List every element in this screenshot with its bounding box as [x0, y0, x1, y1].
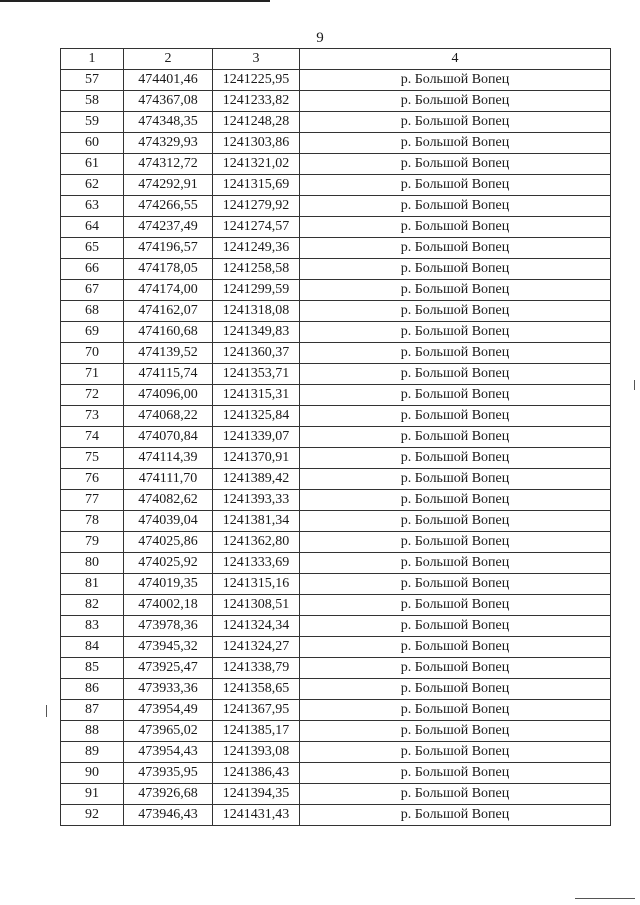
cell-point-number: 69	[61, 322, 124, 343]
cell-description: р. Большой Вопец	[300, 595, 611, 616]
cell-x-coordinate: 474237,49	[124, 217, 213, 238]
cell-point-number: 72	[61, 385, 124, 406]
cell-x-coordinate: 473954,49	[124, 700, 213, 721]
cell-description: р. Большой Вопец	[300, 259, 611, 280]
cell-description: р. Большой Вопец	[300, 406, 611, 427]
page-number: 9	[316, 30, 324, 46]
cell-point-number: 78	[61, 511, 124, 532]
cell-x-coordinate: 474329,93	[124, 133, 213, 154]
cell-description: р. Большой Вопец	[300, 679, 611, 700]
cell-x-coordinate: 474196,57	[124, 238, 213, 259]
table-row	[61, 175, 611, 196]
table-row	[61, 595, 611, 616]
cell-y-coordinate: 1241333,69	[213, 553, 300, 574]
cell-description: р. Большой Вопец	[300, 637, 611, 658]
cell-point-number: 79	[61, 532, 124, 553]
table-row	[61, 469, 611, 490]
table-body	[61, 70, 611, 826]
cell-x-coordinate: 474115,74	[124, 364, 213, 385]
cell-description: р. Большой Вопец	[300, 490, 611, 511]
cell-description: р. Большой Вопец	[300, 322, 611, 343]
cell-description: р. Большой Вопец	[300, 217, 611, 238]
cell-description: р. Большой Вопец	[300, 196, 611, 217]
cell-y-coordinate: 1241274,57	[213, 217, 300, 238]
cell-point-number: 89	[61, 742, 124, 763]
scan-edge-line	[575, 898, 635, 899]
table-row	[61, 196, 611, 217]
cell-point-number: 63	[61, 196, 124, 217]
table-row	[61, 406, 611, 427]
cell-x-coordinate: 474070,84	[124, 427, 213, 448]
table-row	[61, 742, 611, 763]
table-row	[61, 700, 611, 721]
cell-x-coordinate: 474312,72	[124, 154, 213, 175]
cell-point-number: 85	[61, 658, 124, 679]
cell-point-number: 83	[61, 616, 124, 637]
cell-point-number: 61	[61, 154, 124, 175]
cell-x-coordinate: 474401,46	[124, 70, 213, 91]
header-cell-description: 4	[300, 49, 611, 70]
cell-y-coordinate: 1241349,83	[213, 322, 300, 343]
cell-y-coordinate: 1241367,95	[213, 700, 300, 721]
cell-y-coordinate: 1241362,80	[213, 532, 300, 553]
cell-description: р. Большой Вопец	[300, 511, 611, 532]
cell-point-number: 76	[61, 469, 124, 490]
cell-x-coordinate: 474039,04	[124, 511, 213, 532]
cell-x-coordinate: 474367,08	[124, 91, 213, 112]
table-row	[61, 385, 611, 406]
cell-y-coordinate: 1241386,43	[213, 763, 300, 784]
coordinates-table	[60, 48, 611, 826]
scan-edge-line	[0, 0, 270, 2]
cell-x-coordinate: 474292,91	[124, 175, 213, 196]
cell-y-coordinate: 1241394,35	[213, 784, 300, 805]
cell-x-coordinate: 474111,70	[124, 469, 213, 490]
cell-point-number: 86	[61, 679, 124, 700]
cell-point-number: 60	[61, 133, 124, 154]
cell-y-coordinate: 1241315,31	[213, 385, 300, 406]
cell-description: р. Большой Вопец	[300, 469, 611, 490]
cell-x-coordinate: 473945,32	[124, 637, 213, 658]
cell-y-coordinate: 1241325,84	[213, 406, 300, 427]
table-row	[61, 679, 611, 700]
cell-y-coordinate: 1241358,65	[213, 679, 300, 700]
cell-point-number: 68	[61, 301, 124, 322]
cell-x-coordinate: 474082,62	[124, 490, 213, 511]
cell-description: р. Большой Вопец	[300, 175, 611, 196]
table-row	[61, 133, 611, 154]
cell-x-coordinate: 474348,35	[124, 112, 213, 133]
cell-y-coordinate: 1241249,36	[213, 238, 300, 259]
cell-y-coordinate: 1241393,08	[213, 742, 300, 763]
table-row	[61, 553, 611, 574]
cell-y-coordinate: 1241308,51	[213, 595, 300, 616]
table-row	[61, 91, 611, 112]
table-row	[61, 238, 611, 259]
cell-y-coordinate: 1241315,69	[213, 175, 300, 196]
header-row	[61, 49, 611, 70]
cell-x-coordinate: 474160,68	[124, 322, 213, 343]
cell-point-number: 92	[61, 805, 124, 826]
cell-point-number: 64	[61, 217, 124, 238]
table-row	[61, 343, 611, 364]
cell-point-number: 74	[61, 427, 124, 448]
cell-point-number: 81	[61, 574, 124, 595]
table-row	[61, 301, 611, 322]
cell-x-coordinate: 473978,36	[124, 616, 213, 637]
cell-description: р. Большой Вопец	[300, 721, 611, 742]
cell-x-coordinate: 473933,36	[124, 679, 213, 700]
cell-x-coordinate: 474139,52	[124, 343, 213, 364]
cell-point-number: 77	[61, 490, 124, 511]
cell-description: р. Большой Вопец	[300, 301, 611, 322]
table-row	[61, 364, 611, 385]
cell-y-coordinate: 1241258,58	[213, 259, 300, 280]
table-row	[61, 70, 611, 91]
cell-y-coordinate: 1241360,37	[213, 343, 300, 364]
header-cell-y: 3	[213, 49, 300, 70]
cell-description: р. Большой Вопец	[300, 133, 611, 154]
cell-y-coordinate: 1241389,42	[213, 469, 300, 490]
cell-description: р. Большой Вопец	[300, 364, 611, 385]
cell-point-number: 73	[61, 406, 124, 427]
table-row	[61, 154, 611, 175]
cell-description: р. Большой Вопец	[300, 553, 611, 574]
cell-x-coordinate: 473954,43	[124, 742, 213, 763]
table-row	[61, 259, 611, 280]
cell-x-coordinate: 474025,92	[124, 553, 213, 574]
cell-y-coordinate: 1241393,33	[213, 490, 300, 511]
cell-x-coordinate: 473925,47	[124, 658, 213, 679]
margin-mark	[46, 705, 47, 717]
table-row	[61, 805, 611, 826]
table-row	[61, 784, 611, 805]
cell-y-coordinate: 1241385,17	[213, 721, 300, 742]
cell-description: р. Большой Вопец	[300, 532, 611, 553]
cell-y-coordinate: 1241338,79	[213, 658, 300, 679]
cell-y-coordinate: 1241299,59	[213, 280, 300, 301]
table-row	[61, 322, 611, 343]
cell-y-coordinate: 1241318,08	[213, 301, 300, 322]
cell-point-number: 65	[61, 238, 124, 259]
cell-point-number: 87	[61, 700, 124, 721]
cell-description: р. Большой Вопец	[300, 91, 611, 112]
cell-description: р. Большой Вопец	[300, 784, 611, 805]
cell-description: р. Большой Вопец	[300, 238, 611, 259]
margin-mark	[634, 380, 635, 390]
cell-point-number: 91	[61, 784, 124, 805]
table-row	[61, 427, 611, 448]
table-row	[61, 637, 611, 658]
cell-x-coordinate: 473946,43	[124, 805, 213, 826]
cell-point-number: 59	[61, 112, 124, 133]
cell-point-number: 66	[61, 259, 124, 280]
cell-y-coordinate: 1241225,95	[213, 70, 300, 91]
cell-description: р. Большой Вопец	[300, 280, 611, 301]
cell-x-coordinate: 474096,00	[124, 385, 213, 406]
table-row	[61, 616, 611, 637]
table-row	[61, 658, 611, 679]
cell-y-coordinate: 1241303,86	[213, 133, 300, 154]
table-row	[61, 112, 611, 133]
cell-x-coordinate: 473965,02	[124, 721, 213, 742]
cell-x-coordinate: 474019,35	[124, 574, 213, 595]
cell-point-number: 62	[61, 175, 124, 196]
cell-point-number: 70	[61, 343, 124, 364]
cell-x-coordinate: 474174,00	[124, 280, 213, 301]
cell-description: р. Большой Вопец	[300, 70, 611, 91]
cell-point-number: 58	[61, 91, 124, 112]
cell-description: р. Большой Вопец	[300, 574, 611, 595]
cell-x-coordinate: 474178,05	[124, 259, 213, 280]
cell-x-coordinate: 473926,68	[124, 784, 213, 805]
cell-description: р. Большой Вопец	[300, 616, 611, 637]
table-row	[61, 217, 611, 238]
cell-description: р. Большой Вопец	[300, 763, 611, 784]
cell-y-coordinate: 1241339,07	[213, 427, 300, 448]
cell-description: р. Большой Вопец	[300, 658, 611, 679]
table-row	[61, 448, 611, 469]
cell-description: р. Большой Вопец	[300, 805, 611, 826]
cell-y-coordinate: 1241353,71	[213, 364, 300, 385]
cell-description: р. Большой Вопец	[300, 343, 611, 364]
cell-point-number: 67	[61, 280, 124, 301]
cell-y-coordinate: 1241381,34	[213, 511, 300, 532]
table-row	[61, 511, 611, 532]
cell-y-coordinate: 1241321,02	[213, 154, 300, 175]
cell-point-number: 88	[61, 721, 124, 742]
cell-y-coordinate: 1241431,43	[213, 805, 300, 826]
cell-y-coordinate: 1241370,91	[213, 448, 300, 469]
header-cell-x: 2	[124, 49, 213, 70]
cell-y-coordinate: 1241324,34	[213, 616, 300, 637]
table-row	[61, 574, 611, 595]
cell-point-number: 71	[61, 364, 124, 385]
cell-point-number: 84	[61, 637, 124, 658]
cell-point-number: 75	[61, 448, 124, 469]
table-row	[61, 763, 611, 784]
cell-y-coordinate: 1241233,82	[213, 91, 300, 112]
cell-description: р. Большой Вопец	[300, 385, 611, 406]
cell-point-number: 80	[61, 553, 124, 574]
cell-x-coordinate: 474266,55	[124, 196, 213, 217]
cell-point-number: 57	[61, 70, 124, 91]
cell-description: р. Большой Вопец	[300, 742, 611, 763]
cell-description: р. Большой Вопец	[300, 448, 611, 469]
cell-x-coordinate: 474025,86	[124, 532, 213, 553]
cell-x-coordinate: 474068,22	[124, 406, 213, 427]
table-row	[61, 721, 611, 742]
table-row	[61, 490, 611, 511]
cell-x-coordinate: 474114,39	[124, 448, 213, 469]
cell-x-coordinate: 473935,95	[124, 763, 213, 784]
cell-y-coordinate: 1241279,92	[213, 196, 300, 217]
cell-point-number: 82	[61, 595, 124, 616]
table-row	[61, 280, 611, 301]
cell-point-number: 90	[61, 763, 124, 784]
cell-description: р. Большой Вопец	[300, 112, 611, 133]
cell-y-coordinate: 1241315,16	[213, 574, 300, 595]
table-row	[61, 532, 611, 553]
cell-y-coordinate: 1241324,27	[213, 637, 300, 658]
cell-y-coordinate: 1241248,28	[213, 112, 300, 133]
cell-description: р. Большой Вопец	[300, 700, 611, 721]
cell-description: р. Большой Вопец	[300, 154, 611, 175]
cell-x-coordinate: 474162,07	[124, 301, 213, 322]
header-cell-point: 1	[61, 49, 124, 70]
cell-x-coordinate: 474002,18	[124, 595, 213, 616]
cell-description: р. Большой Вопец	[300, 427, 611, 448]
